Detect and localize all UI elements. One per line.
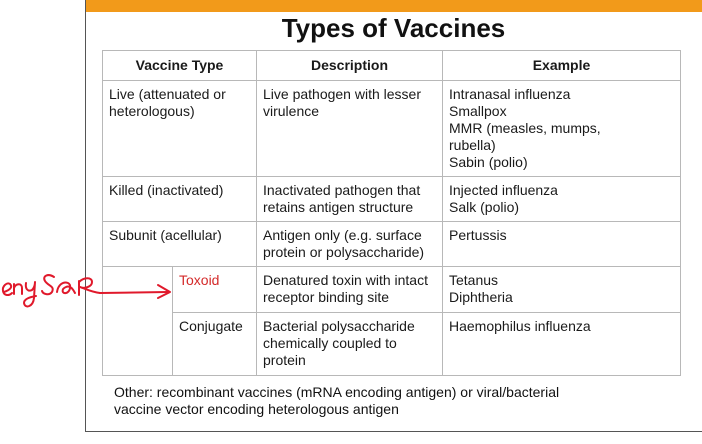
cell-line: virulence (263, 103, 320, 119)
cell-line: MMR (measles, mumps, (449, 120, 601, 136)
cell-line: Smallpox (449, 103, 507, 119)
header-vaccine-type: Vaccine Type (103, 51, 257, 81)
table-row (103, 267, 681, 313)
cell-line: protein or polysaccharide) (263, 244, 425, 260)
cell-line: Tetanus (449, 272, 499, 288)
example-cell (443, 81, 681, 177)
example-cell (443, 177, 681, 222)
cell-line: Bacterial polysaccharide (263, 318, 415, 334)
cell-line: Intranasal influenza (449, 86, 571, 102)
example-cell (443, 313, 681, 376)
example-cell (443, 222, 681, 267)
table-row (103, 313, 681, 376)
table-row (103, 222, 681, 267)
slide-left-border (85, 0, 86, 432)
footnote-line: vaccine vector encoding heterologous antigen (114, 401, 399, 417)
handwritten-enzyme-annotation (0, 265, 185, 330)
cell-line: Live pathogen with lesser (263, 86, 421, 102)
cell-line: heterologous) (109, 103, 195, 119)
cell-line: Pertussis (449, 227, 507, 243)
cell-line: Sabin (polio) (449, 154, 528, 170)
cell-line: protein (263, 352, 306, 368)
vaccine-type-cell (103, 81, 257, 177)
description-cell (257, 222, 443, 267)
description-cell (257, 267, 443, 313)
slide-title: Types of Vaccines (281, 13, 506, 43)
footnote-line: Other: recombinant vaccines (mRNA encoding antigen) or viral/bacterial (114, 384, 560, 400)
cell-line: chemically coupled to (263, 335, 397, 351)
description-cell (257, 177, 443, 222)
table-header-row (103, 51, 681, 81)
header-example: Example (443, 51, 681, 81)
vaccine-subtype-cell: Toxoid (173, 267, 257, 313)
footnote (114, 384, 674, 418)
cell-line: Injected influenza (449, 182, 558, 198)
cell-line: Salk (polio) (449, 199, 520, 215)
cell-line: Killed (inactivated) (109, 182, 224, 198)
vaccine-subtype-cell: Conjugate (173, 313, 257, 376)
cell-line: receptor binding site (263, 289, 390, 305)
example-cell (443, 267, 681, 313)
cell-line: Subunit (acellular) (109, 227, 222, 243)
table-row (103, 177, 681, 222)
cell-line: retains antigen structure (263, 199, 414, 215)
cell-line: Denatured toxin with intact (263, 272, 428, 288)
description-cell (257, 313, 443, 376)
vaccine-type-cell (103, 222, 257, 267)
cell-line: Diphtheria (449, 289, 513, 305)
description-cell (257, 81, 443, 177)
header-description: Description (257, 51, 443, 81)
vaccine-types-table (102, 50, 681, 376)
vaccine-type-cell (103, 177, 257, 222)
cell-line: Inactivated pathogen that (263, 182, 421, 198)
cell-line: Antigen only (e.g. surface (263, 227, 422, 243)
cell-line: Haemophilus influenza (449, 318, 591, 334)
table-row (103, 81, 681, 177)
cell-line: rubella) (449, 137, 496, 153)
slide-bottom-border (85, 431, 702, 432)
cell-line: Live (attenuated or (109, 86, 226, 102)
